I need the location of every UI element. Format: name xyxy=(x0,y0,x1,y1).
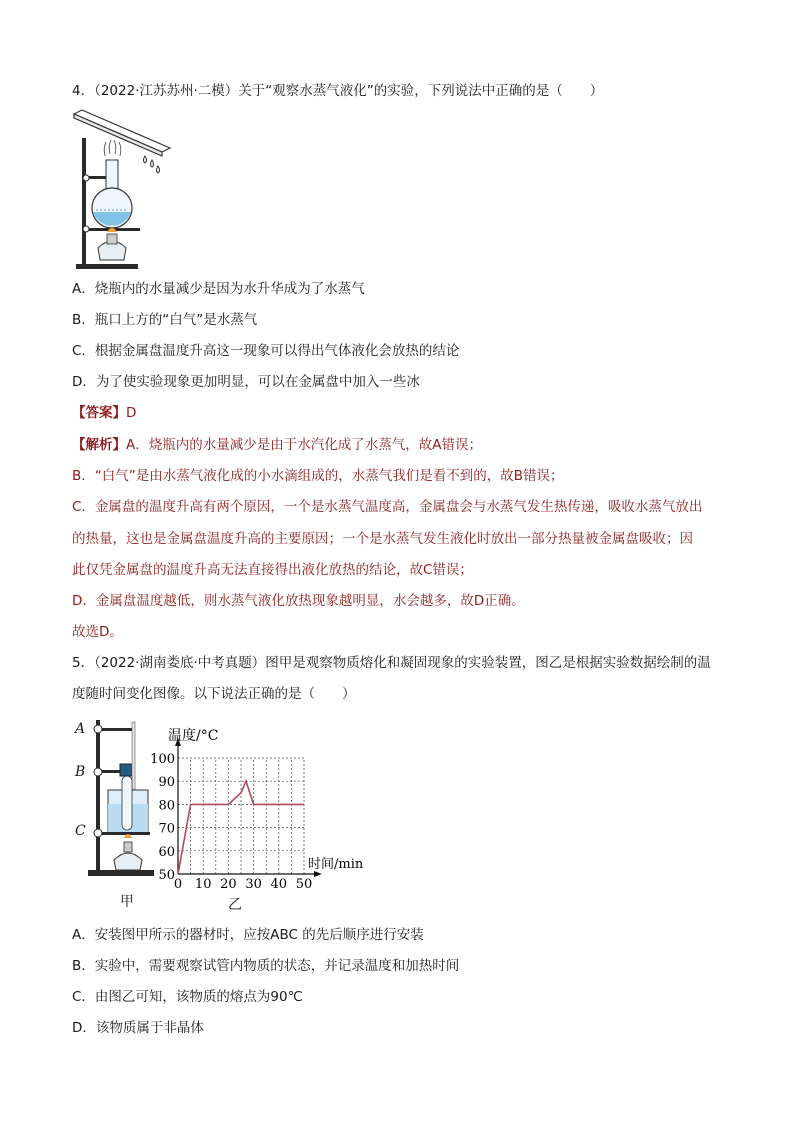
q5-stem-line-1: 5．（2022·湖南娄底·中考真题）图甲是观察物质熔化和凝固现象的实验装置，图乙是根据实验数据绘制的温 xyxy=(72,655,711,671)
q4-option-b: B．瓶口上方的“白气”是水蒸气 xyxy=(72,312,258,328)
chart-ticks xyxy=(150,752,312,892)
y-axis-label: 温度/°C xyxy=(168,728,219,744)
q5-option-d: D．该物质属于非晶体 xyxy=(72,1020,204,1036)
q5-option-b: B．实验中，需要观察试管内物质的状态，并记录温度和加热时间 xyxy=(72,958,460,974)
y-tick-label: 90 xyxy=(158,775,175,791)
q4-analysis-line-3: C．金属盘的温度升高有两个原因，一个是水蒸气温度高，金属盘会与水蒸气发生热传递，吸收水蒸气放出 xyxy=(72,499,703,515)
q5-stem-line-2: 度随时间变化图像。以下说法正确的是（ ） xyxy=(72,686,356,702)
q4-stem: 4．（2022·江苏苏州·二模）关于“观察水蒸气液化”的实验，下列说法中正确的是（ ） xyxy=(72,83,604,99)
figure-jia-caption: 甲 xyxy=(120,894,134,910)
clamp-label-b: B xyxy=(75,764,86,780)
x-tick-label: 40 xyxy=(270,877,288,892)
q4-analysis-line-2: B．“白气”是由水蒸气液化成的小水滴组成的，水蒸气我们是看不到的，故B错误； xyxy=(72,468,564,484)
q5-option-c: C．由图乙可知，该物质的熔点为90℃ xyxy=(72,989,303,1005)
q4-analysis-line-4: 的热量，这也是金属盘温度升高的主要原因；一个是水蒸气发生液化时放出一部分热量被金属盘吸收；因 xyxy=(72,531,693,547)
analysis-tag: 【解析】 xyxy=(72,437,126,453)
q4-analysis-line-5: 此仅凭金属盘的温度升高无法直接得出液化放热的结论，故C错误； xyxy=(72,562,473,578)
q4-option-d: D．为了使实验现象更加明显，可以在金属盘中加入一些冰 xyxy=(72,374,420,390)
y-tick-label: 70 xyxy=(158,821,175,837)
x-tick-label: 20 xyxy=(220,877,237,892)
temperature-time-chart xyxy=(150,716,380,892)
q4-analysis-line-6: D．金属盘温度越低，则水蒸气液化放热现象越明显，水会越多，故D正确。 xyxy=(72,593,525,609)
answer-tag: 【答案】 xyxy=(72,405,126,421)
q4-option-c: C．根据金属盘温度升高这一现象可以得出气体液化会放热的结论 xyxy=(72,343,460,359)
y-tick-label: 60 xyxy=(158,844,175,860)
x-tick-label: 0 xyxy=(173,877,183,892)
q4-analysis-line-1 xyxy=(72,436,482,454)
y-tick-label: 50 xyxy=(158,868,175,883)
x-axis-label: 时间/min xyxy=(308,857,364,872)
q4-answer-line xyxy=(72,404,136,422)
clamp-label-a: A xyxy=(75,721,86,737)
answer-value: D xyxy=(126,405,137,421)
q4-option-a: A．烧瓶内的水量减少是因为水升华成为了水蒸气 xyxy=(72,281,365,297)
clamp-label-c: C xyxy=(75,823,86,839)
q4-conclusion: 故选D。 xyxy=(72,624,123,640)
q5-option-a: A．安装图甲所示的器材时，应按ABC 的先后顺序进行安装 xyxy=(72,927,424,943)
analysis-text: A．烧瓶内的水量减少是由于水汽化成了水蒸气，故A错误； xyxy=(126,437,482,453)
y-tick-label: 80 xyxy=(158,798,175,814)
x-tick-label: 50 xyxy=(295,877,313,892)
figure-yi-caption: 乙 xyxy=(228,897,242,913)
chart-grid xyxy=(178,758,304,874)
vaporization-apparatus-figure xyxy=(70,108,180,273)
x-tick-label: 30 xyxy=(245,877,262,892)
x-tick-label: 10 xyxy=(194,877,212,892)
y-tick-label: 100 xyxy=(150,752,175,767)
